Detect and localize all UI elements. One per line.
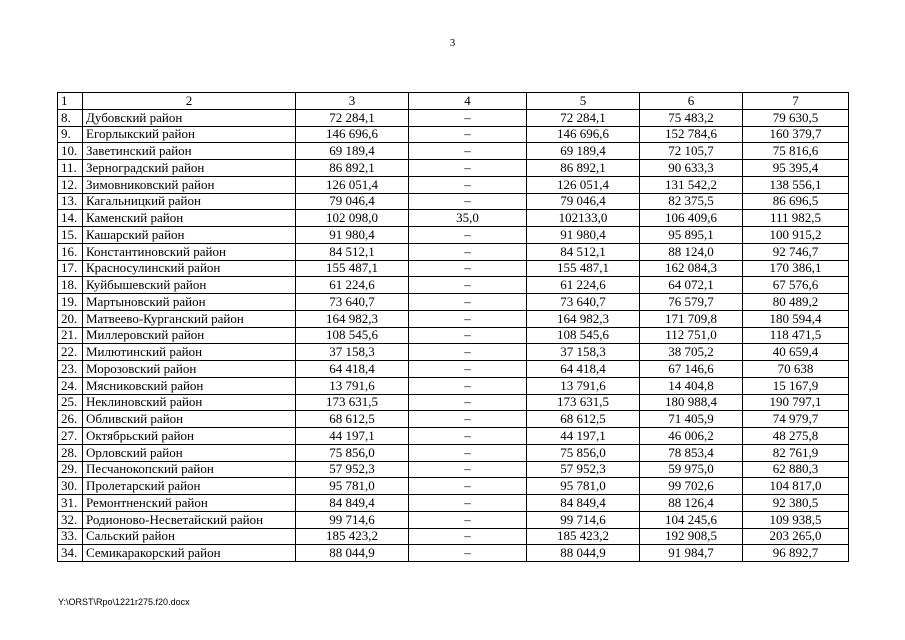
value-col-7: 79 630,5 bbox=[743, 109, 849, 126]
table-row bbox=[58, 344, 849, 361]
row-number: 17. bbox=[58, 260, 83, 277]
value-col-5: 86 892,1 bbox=[527, 160, 640, 177]
row-number: 33. bbox=[58, 528, 83, 545]
table-row bbox=[58, 227, 849, 244]
value-col-3: 155 487,1 bbox=[296, 260, 409, 277]
value-col-7: 138 556,1 bbox=[743, 176, 849, 193]
row-number: 11. bbox=[58, 160, 83, 177]
table-row bbox=[58, 210, 849, 227]
value-col-7: 40 659,4 bbox=[743, 344, 849, 361]
value-col-4: – bbox=[409, 294, 527, 311]
table-row bbox=[58, 461, 849, 478]
value-col-7: 86 696,5 bbox=[743, 193, 849, 210]
value-col-5: 79 046,4 bbox=[527, 193, 640, 210]
value-col-7: 118 471,5 bbox=[743, 327, 849, 344]
value-col-5: 37 158,3 bbox=[527, 344, 640, 361]
value-col-3: 102 098,0 bbox=[296, 210, 409, 227]
district-name: Мартыновский район bbox=[83, 294, 296, 311]
row-number: 32. bbox=[58, 511, 83, 528]
value-col-3: 69 189,4 bbox=[296, 143, 409, 160]
table-row bbox=[58, 478, 849, 495]
value-col-5: 164 982,3 bbox=[527, 310, 640, 327]
value-col-4: – bbox=[409, 511, 527, 528]
value-col-6: 192 908,5 bbox=[640, 528, 743, 545]
value-col-7: 67 576,6 bbox=[743, 277, 849, 294]
value-col-3: 91 980,4 bbox=[296, 227, 409, 244]
value-col-4: – bbox=[409, 361, 527, 378]
district-name: Кашарский район bbox=[83, 227, 296, 244]
district-name: Константиновский район bbox=[83, 243, 296, 260]
value-col-7: 104 817,0 bbox=[743, 478, 849, 495]
table-row bbox=[58, 260, 849, 277]
value-col-3: 99 714,6 bbox=[296, 511, 409, 528]
value-col-7: 75 816,6 bbox=[743, 143, 849, 160]
district-name: Ремонтненский район bbox=[83, 495, 296, 512]
value-col-5: 84 512,1 bbox=[527, 243, 640, 260]
table-row bbox=[58, 277, 849, 294]
value-col-6: 78 853,4 bbox=[640, 444, 743, 461]
value-col-6: 90 633,3 bbox=[640, 160, 743, 177]
row-number: 8. bbox=[58, 109, 83, 126]
table-row bbox=[58, 310, 849, 327]
value-col-3: 164 982,3 bbox=[296, 310, 409, 327]
row-number: 34. bbox=[58, 545, 83, 562]
value-col-7: 170 386,1 bbox=[743, 260, 849, 277]
row-number: 31. bbox=[58, 495, 83, 512]
district-name: Пролетарский район bbox=[83, 478, 296, 495]
row-number: 21. bbox=[58, 327, 83, 344]
value-col-6: 131 542,2 bbox=[640, 176, 743, 193]
value-col-4: – bbox=[409, 143, 527, 160]
district-name: Каменский район bbox=[83, 210, 296, 227]
value-col-7: 48 275,8 bbox=[743, 428, 849, 445]
value-col-3: 75 856,0 bbox=[296, 444, 409, 461]
table-row bbox=[58, 428, 849, 445]
column-header: 4 bbox=[409, 93, 527, 110]
value-col-4: – bbox=[409, 394, 527, 411]
table-row bbox=[58, 176, 849, 193]
value-col-3: 73 640,7 bbox=[296, 294, 409, 311]
value-col-3: 44 197,1 bbox=[296, 428, 409, 445]
table-row bbox=[58, 511, 849, 528]
value-col-6: 152 784,6 bbox=[640, 126, 743, 143]
table-row bbox=[58, 528, 849, 545]
value-col-7: 160 379,7 bbox=[743, 126, 849, 143]
value-col-7: 203 265,0 bbox=[743, 528, 849, 545]
value-col-7: 70 638 bbox=[743, 361, 849, 378]
district-name: Куйбышевский район bbox=[83, 277, 296, 294]
value-col-6: 88 126,4 bbox=[640, 495, 743, 512]
value-col-6: 75 483,2 bbox=[640, 109, 743, 126]
row-number: 28. bbox=[58, 444, 83, 461]
table-row bbox=[58, 109, 849, 126]
district-name: Песчанокопский район bbox=[83, 461, 296, 478]
row-number: 10. bbox=[58, 143, 83, 160]
value-col-4: – bbox=[409, 528, 527, 545]
value-col-7: 80 489,2 bbox=[743, 294, 849, 311]
value-col-3: 61 224,6 bbox=[296, 277, 409, 294]
value-col-5: 84 849,4 bbox=[527, 495, 640, 512]
value-col-4: – bbox=[409, 495, 527, 512]
value-col-4: – bbox=[409, 109, 527, 126]
value-col-5: 126 051,4 bbox=[527, 176, 640, 193]
table-row bbox=[58, 545, 849, 562]
value-col-6: 91 984,7 bbox=[640, 545, 743, 562]
row-number: 18. bbox=[58, 277, 83, 294]
page-number: 3 bbox=[449, 37, 456, 49]
value-col-5: 68 612,5 bbox=[527, 411, 640, 428]
table-row bbox=[58, 444, 849, 461]
row-number: 15. bbox=[58, 227, 83, 244]
value-col-6: 162 084,3 bbox=[640, 260, 743, 277]
value-col-3: 79 046,4 bbox=[296, 193, 409, 210]
value-col-6: 104 245,6 bbox=[640, 511, 743, 528]
district-name: Матвеево-Курганский район bbox=[83, 310, 296, 327]
table-row bbox=[58, 126, 849, 143]
value-col-7: 15 167,9 bbox=[743, 377, 849, 394]
value-col-3: 13 791,6 bbox=[296, 377, 409, 394]
district-name: Милютинский район bbox=[83, 344, 296, 361]
value-col-6: 46 006,2 bbox=[640, 428, 743, 445]
district-name: Егорлыкский район bbox=[83, 126, 296, 143]
value-col-4: – bbox=[409, 461, 527, 478]
value-col-3: 108 545,6 bbox=[296, 327, 409, 344]
district-name: Морозовский район bbox=[83, 361, 296, 378]
value-col-4: – bbox=[409, 428, 527, 445]
table-row bbox=[58, 411, 849, 428]
value-col-3: 126 051,4 bbox=[296, 176, 409, 193]
value-col-5: 64 418,4 bbox=[527, 361, 640, 378]
district-name: Сальский район bbox=[83, 528, 296, 545]
value-col-6: 99 702,6 bbox=[640, 478, 743, 495]
row-number: 19. bbox=[58, 294, 83, 311]
value-col-6: 95 895,1 bbox=[640, 227, 743, 244]
budget-table bbox=[57, 92, 849, 562]
table-row bbox=[58, 160, 849, 177]
value-col-6: 171 709,8 bbox=[640, 310, 743, 327]
value-col-7: 109 938,5 bbox=[743, 511, 849, 528]
value-col-7: 111 982,5 bbox=[743, 210, 849, 227]
district-name: Октябрьский район bbox=[83, 428, 296, 445]
value-col-5: 61 224,6 bbox=[527, 277, 640, 294]
district-name: Родионово-Несветайский район bbox=[83, 511, 296, 528]
value-col-6: 72 105,7 bbox=[640, 143, 743, 160]
value-col-5: 57 952,3 bbox=[527, 461, 640, 478]
value-col-6: 67 146,6 bbox=[640, 361, 743, 378]
column-header: 6 bbox=[640, 93, 743, 110]
row-number: 27. bbox=[58, 428, 83, 445]
value-col-4: – bbox=[409, 176, 527, 193]
column-header: 2 bbox=[83, 93, 296, 110]
row-number: 22. bbox=[58, 344, 83, 361]
value-col-6: 59 975,0 bbox=[640, 461, 743, 478]
value-col-7: 82 761,9 bbox=[743, 444, 849, 461]
value-col-3: 146 696,6 bbox=[296, 126, 409, 143]
value-col-4: – bbox=[409, 545, 527, 562]
value-col-6: 76 579,7 bbox=[640, 294, 743, 311]
district-name: Миллеровский район bbox=[83, 327, 296, 344]
value-col-5: 155 487,1 bbox=[527, 260, 640, 277]
value-col-3: 64 418,4 bbox=[296, 361, 409, 378]
value-col-7: 180 594,4 bbox=[743, 310, 849, 327]
value-col-4: – bbox=[409, 243, 527, 260]
value-col-6: 82 375,5 bbox=[640, 193, 743, 210]
file-path-footer: Y:\ORST\Rpo\1221r275.f20.docx bbox=[58, 597, 190, 607]
value-col-5: 69 189,4 bbox=[527, 143, 640, 160]
value-col-3: 37 158,3 bbox=[296, 344, 409, 361]
district-name: Дубовский район bbox=[83, 109, 296, 126]
row-number: 12. bbox=[58, 176, 83, 193]
value-col-5: 173 631,5 bbox=[527, 394, 640, 411]
value-col-7: 95 395,4 bbox=[743, 160, 849, 177]
value-col-3: 173 631,5 bbox=[296, 394, 409, 411]
value-col-4: – bbox=[409, 260, 527, 277]
table-row bbox=[58, 243, 849, 260]
value-col-7: 92 746,7 bbox=[743, 243, 849, 260]
value-col-4: – bbox=[409, 411, 527, 428]
value-col-7: 74 979,7 bbox=[743, 411, 849, 428]
value-col-4: – bbox=[409, 478, 527, 495]
value-col-5: 44 197,1 bbox=[527, 428, 640, 445]
value-col-6: 112 751,0 bbox=[640, 327, 743, 344]
value-col-6: 88 124,0 bbox=[640, 243, 743, 260]
table-row bbox=[58, 143, 849, 160]
value-col-4: – bbox=[409, 327, 527, 344]
value-col-4: – bbox=[409, 160, 527, 177]
value-col-4: – bbox=[409, 126, 527, 143]
table-row bbox=[58, 495, 849, 512]
value-col-4: – bbox=[409, 444, 527, 461]
value-col-5: 99 714,6 bbox=[527, 511, 640, 528]
value-col-4: – bbox=[409, 310, 527, 327]
row-number: 24. bbox=[58, 377, 83, 394]
value-col-6: 14 404,8 bbox=[640, 377, 743, 394]
table-row bbox=[58, 327, 849, 344]
value-col-3: 68 612,5 bbox=[296, 411, 409, 428]
value-col-6: 106 409,6 bbox=[640, 210, 743, 227]
value-col-4: – bbox=[409, 277, 527, 294]
row-number: 20. bbox=[58, 310, 83, 327]
value-col-3: 57 952,3 bbox=[296, 461, 409, 478]
value-col-5: 108 545,6 bbox=[527, 327, 640, 344]
value-col-6: 38 705,2 bbox=[640, 344, 743, 361]
row-number: 29. bbox=[58, 461, 83, 478]
value-col-5: 88 044,9 bbox=[527, 545, 640, 562]
column-header: 7 bbox=[743, 93, 849, 110]
district-name: Орловский район bbox=[83, 444, 296, 461]
value-col-3: 95 781,0 bbox=[296, 478, 409, 495]
row-number: 16. bbox=[58, 243, 83, 260]
value-col-4: 35,0 bbox=[409, 210, 527, 227]
district-name: Кагальницкий район bbox=[83, 193, 296, 210]
value-col-5: 91 980,4 bbox=[527, 227, 640, 244]
value-col-5: 73 640,7 bbox=[527, 294, 640, 311]
table-row bbox=[58, 377, 849, 394]
row-number: 30. bbox=[58, 478, 83, 495]
row-number: 9. bbox=[58, 126, 83, 143]
district-name: Неклиновский район bbox=[83, 394, 296, 411]
value-col-7: 92 380,5 bbox=[743, 495, 849, 512]
column-header: 1 bbox=[58, 93, 83, 110]
value-col-5: 13 791,6 bbox=[527, 377, 640, 394]
value-col-4: – bbox=[409, 227, 527, 244]
table-row bbox=[58, 394, 849, 411]
value-col-5: 146 696,6 bbox=[527, 126, 640, 143]
table-header-row bbox=[58, 93, 849, 110]
row-number: 23. bbox=[58, 361, 83, 378]
value-col-3: 72 284,1 bbox=[296, 109, 409, 126]
table-row bbox=[58, 361, 849, 378]
value-col-5: 102133,0 bbox=[527, 210, 640, 227]
value-col-7: 190 797,1 bbox=[743, 394, 849, 411]
district-name: Обливский район bbox=[83, 411, 296, 428]
row-number: 26. bbox=[58, 411, 83, 428]
value-col-4: – bbox=[409, 193, 527, 210]
value-col-3: 88 044,9 bbox=[296, 545, 409, 562]
value-col-3: 86 892,1 bbox=[296, 160, 409, 177]
value-col-4: – bbox=[409, 344, 527, 361]
row-number: 25. bbox=[58, 394, 83, 411]
value-col-6: 180 988,4 bbox=[640, 394, 743, 411]
value-col-3: 84 512,1 bbox=[296, 243, 409, 260]
district-name: Семикаракорский район bbox=[83, 545, 296, 562]
value-col-3: 185 423,2 bbox=[296, 528, 409, 545]
value-col-7: 100 915,2 bbox=[743, 227, 849, 244]
value-col-5: 185 423,2 bbox=[527, 528, 640, 545]
table-row bbox=[58, 193, 849, 210]
value-col-5: 75 856,0 bbox=[527, 444, 640, 461]
district-name: Зимовниковский район bbox=[83, 176, 296, 193]
district-name: Мясниковский район bbox=[83, 377, 296, 394]
table-row bbox=[58, 294, 849, 311]
row-number: 13. bbox=[58, 193, 83, 210]
column-header: 3 bbox=[296, 93, 409, 110]
district-name: Красносулинский район bbox=[83, 260, 296, 277]
value-col-7: 62 880,3 bbox=[743, 461, 849, 478]
value-col-4: – bbox=[409, 377, 527, 394]
value-col-7: 96 892,7 bbox=[743, 545, 849, 562]
district-name: Заветинский район bbox=[83, 143, 296, 160]
value-col-5: 72 284,1 bbox=[527, 109, 640, 126]
value-col-5: 95 781,0 bbox=[527, 478, 640, 495]
value-col-6: 64 072,1 bbox=[640, 277, 743, 294]
value-col-3: 84 849,4 bbox=[296, 495, 409, 512]
column-header: 5 bbox=[527, 93, 640, 110]
value-col-6: 71 405,9 bbox=[640, 411, 743, 428]
row-number: 14. bbox=[58, 210, 83, 227]
district-name: Зерноградский район bbox=[83, 160, 296, 177]
